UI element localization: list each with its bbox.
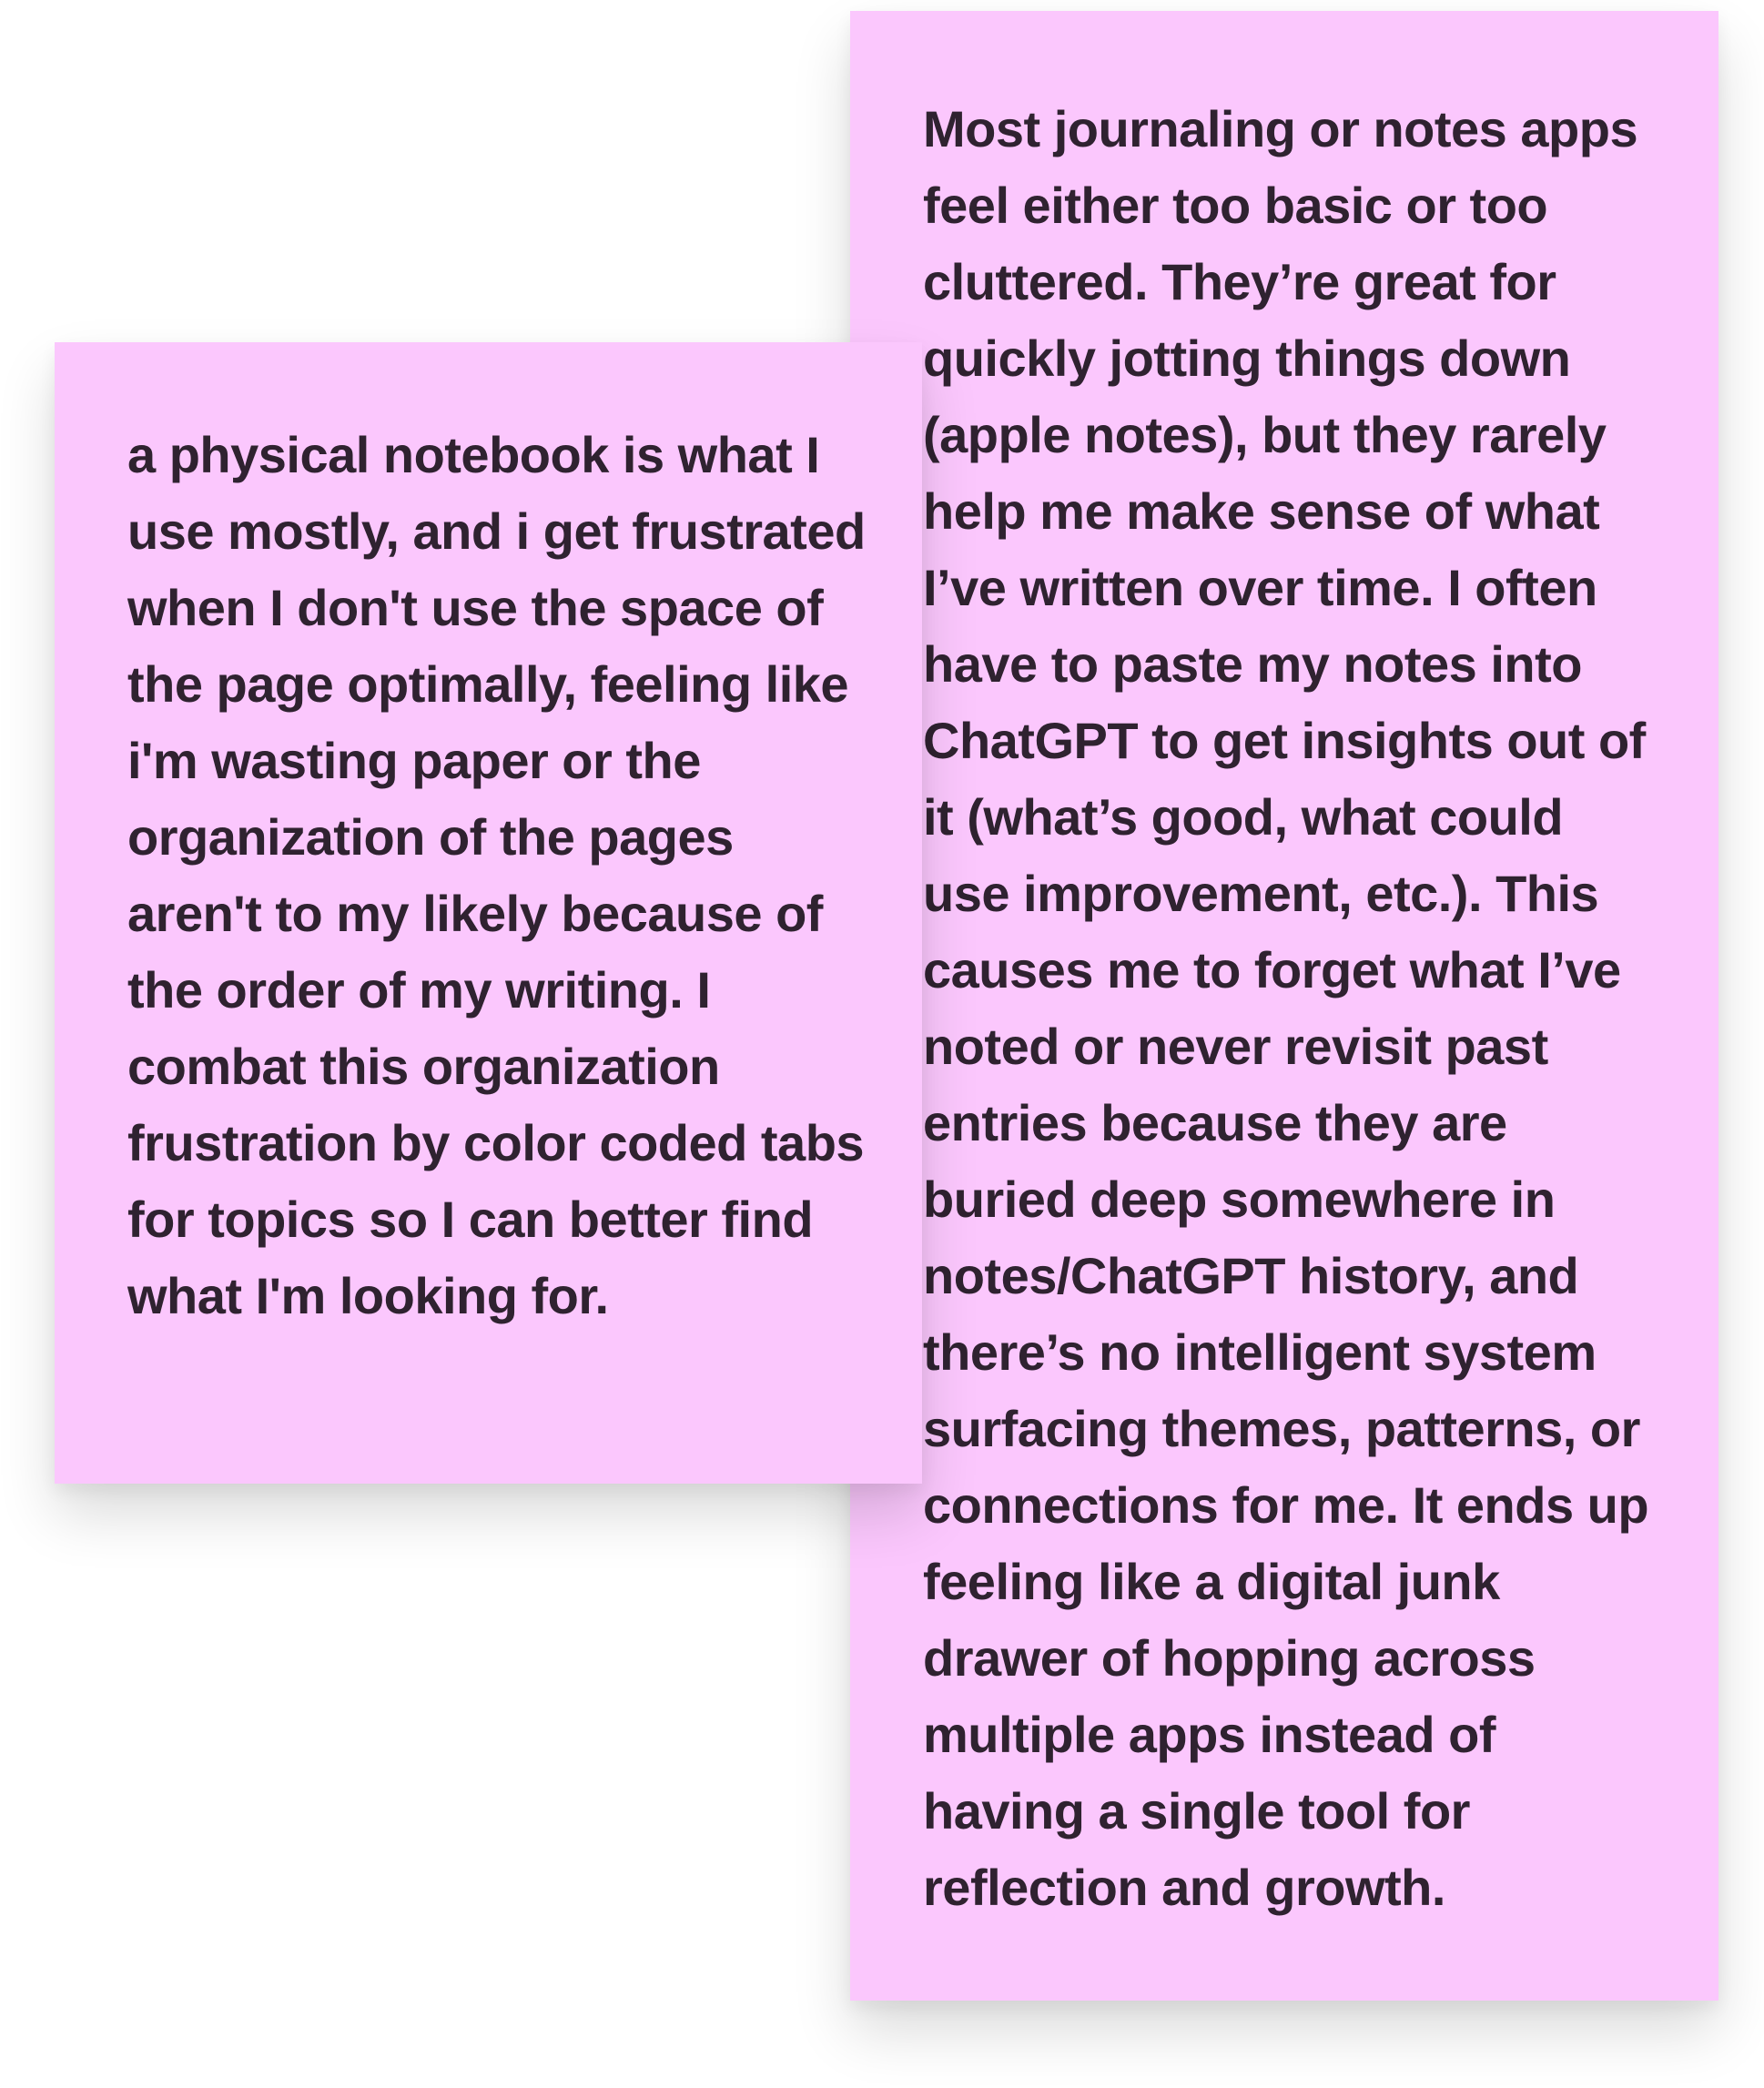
sticky-note-right-text: Most journaling or notes apps feel either too basic or too cluttered. They’re great for quickly jotting things down (apple notes), but they rarely help me make sense of what I’ve written over time. I often have to paste my notes into ChatGPT to get insights out of it (what’s good, what could use improvement, etc.). This causes me to forget what I’ve noted or never revisit past entries because they are buried deep somewhere in notes/ChatGPT history, and there’s no intelligent system surfacing themes, patterns, or connections for me. It ends up feeling like a digital junk drawer of hopping across multiple apps instead of having a single tool for reflection and growth. (923, 100, 1649, 1916)
sticky-note-right (850, 11, 1718, 2001)
sticky-note-left (55, 342, 922, 1484)
sticky-note-left-text: a physical notebook is what I use mostly, and i get frustrated when I don't use the space of the page optimally, feeling like i'm wasting paper or the organization of the pages aren't to my likely because of the order of my writing. I combat this organization frustration by color coded tabs for topics so I can better find what I'm looking for. (127, 426, 866, 1324)
